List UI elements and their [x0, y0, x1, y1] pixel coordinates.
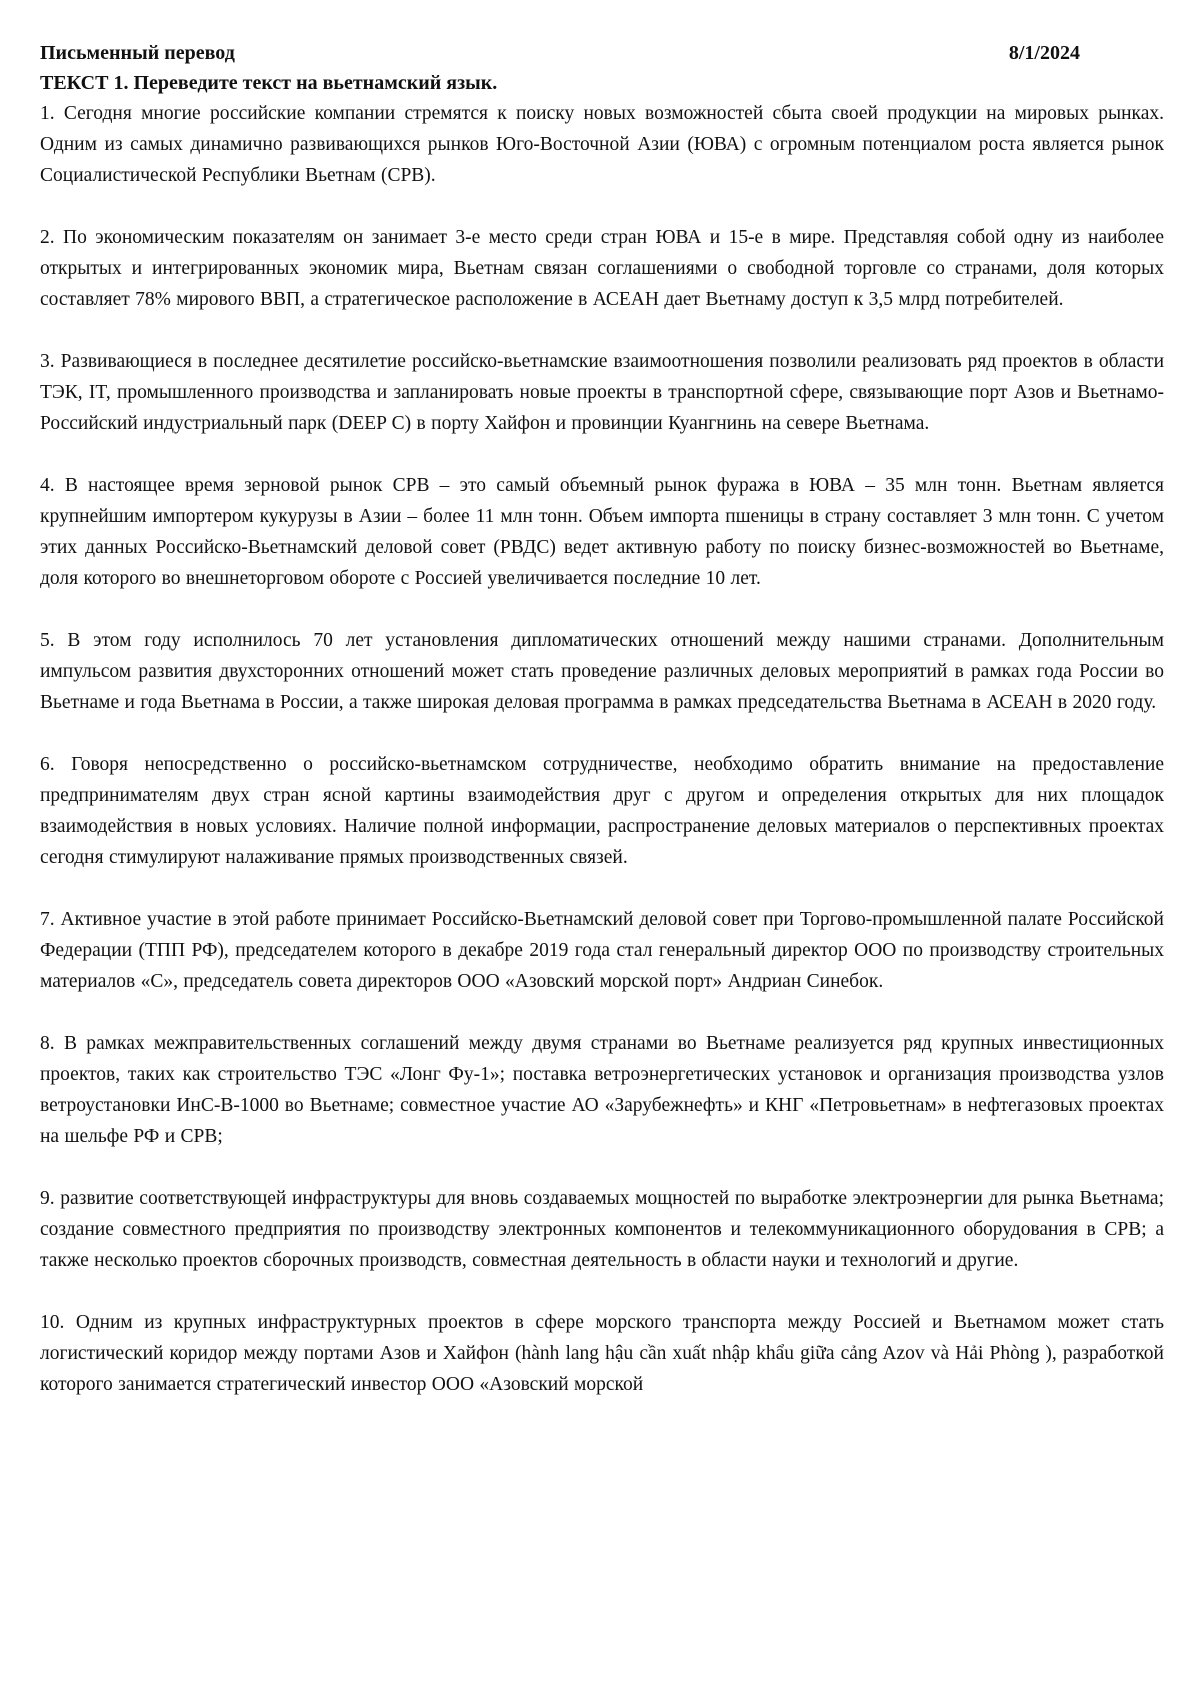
- paragraph-5: 5. В этом году исполнилось 70 лет установления дипломатических отношений между нашими странами. Дополнительным импульсом развития двухсторонних отношений может стать проведение различных деловых мероприятий в рамках года России во Вьетнаме и года Вьетнама в России, а также широкая деловая программа в рамках председательства Вьетнама в АСЕАН в 2020 году.: [40, 630, 1164, 713]
- paragraph-4: 4. В настоящее время зерновой рынок СРВ – это самый объемный рынок фуража в ЮВА – 35 млн тонн. Вьетнам является крупнейшим импортером кукурузы в Азии – более 11 млн тонн. Объем импорта пшеницы в страну составляет 3 млн тонн. С учетом этих данных Российско-Вьетнамский деловой совет (РВДС) ведет активную работу по поиску бизнес-возможностей во Вьетнаме, доля которого во внешнеторговом обороте с Россией увеличивается последние 10 лет.: [40, 475, 1164, 589]
- document-date: 8/1/2024: [1008, 42, 1080, 64]
- paragraph-6: 6. Говоря непосредственно о российско-вьетнамском сотрудничестве, необходимо обратить внимание на предоставление предпринимателям двух стран ясной картины взаимодействия друг с другом и определения открытых для них площадок взаимодействия в новых условиях. Наличие полной информации, распространение деловых материалов о перспективных проектах сегодня стимулируют налаживание прямых производственных связей.: [40, 754, 1164, 868]
- paragraph-2: 2. По экономическим показателям он занимает 3-е место среди стран ЮВА и 15-е в мире. Представляя собой одну из наиболее открытых и интегрированных экономик мира, Вьетнам связан соглашениями о свободной торговле со странами, доля которых составляет 78% мирового ВВП, а стратегическое расположение в АСЕАН дает Вьетнаму доступ к 3,5 млрд потребителей.: [40, 227, 1164, 310]
- paragraph-10: 10. Одним из крупных инфраструктурных проектов в сфере морского транспорта между Россией и Вьетнамом может стать логистический коридор между портами Азов и Хайфон (hành lang hậu cần xuất nhập khẩu giữa cảng Azov và Hải Phòng ), разработкой которого занимается стратегический инвестор ООО «Азовский морской: [40, 1312, 1164, 1395]
- paragraph-9: 9. развитие соответствующей инфраструктуры для вновь создаваемых мощностей по выработке электроэнергии для рынка Вьетнама; создание совместного предприятия по производству электронных компонентов и телекоммуникационного оборудования в СРВ; а также несколько проектов сборочных производств, совместная деятельность в области науки и технологий и другие.: [40, 1188, 1164, 1271]
- paragraph-1: 1. Сегодня многие российские компании стремятся к поиску новых возможностей сбыта своей продукции на мировых рынках. Одним из самых динамично развивающихся рынков Юго-Восточной Азии (ЮВА) с огромным потенциалом роста является рынок Социалистической Республики Вьетнам (СРВ).: [40, 103, 1164, 186]
- paragraph-8: 8. В рамках межправительственных соглашений между двумя странами во Вьетнаме реализуется ряд крупных инвестиционных проектов, таких как строительство ТЭС «Лонг Фу-1»; поставка ветроэнергетических установок и организация производства узлов ветроустановки ИнС-В-1000 во Вьетнаме; совместное участие АО «Зарубежнефть» и КНГ «Петровьетнам» в нефтегазовых проектах на шельфе РФ и СРВ;: [40, 1033, 1164, 1147]
- document-title: Письменный перевод: [40, 42, 235, 64]
- text-body: [40, 98, 1164, 1400]
- task-heading: ТЕКСТ 1. Переведите текст на вьетнамский язык.: [40, 72, 498, 94]
- paragraph-7: 7. Активное участие в этой работе принимает Российско-Вьетнамский деловой совет при Торгово-промышленной палате Российской Федерации (ТПП РФ), председателем которого в декабре 2019 года стал генеральный директор ООО по производству строительных материалов «С», председатель совета директоров ООО «Азовский морской порт» Андриан Синебок.: [40, 909, 1164, 992]
- paragraph-3: 3. Развивающиеся в последнее десятилетие российско-вьетнамские взаимоотношения позволили реализовать ряд проектов в области ТЭК, IT, промышленного производства и запланировать новые проекты в транспортной сфере, связывающие порт Азов и Вьетнамо-Российский индустриальный парк (DEEP C) в порту Хайфон и провинции Куангнинь на севере Вьетнама.: [40, 351, 1164, 434]
- document-page: [40, 38, 1164, 1400]
- document-header: [40, 38, 1164, 68]
